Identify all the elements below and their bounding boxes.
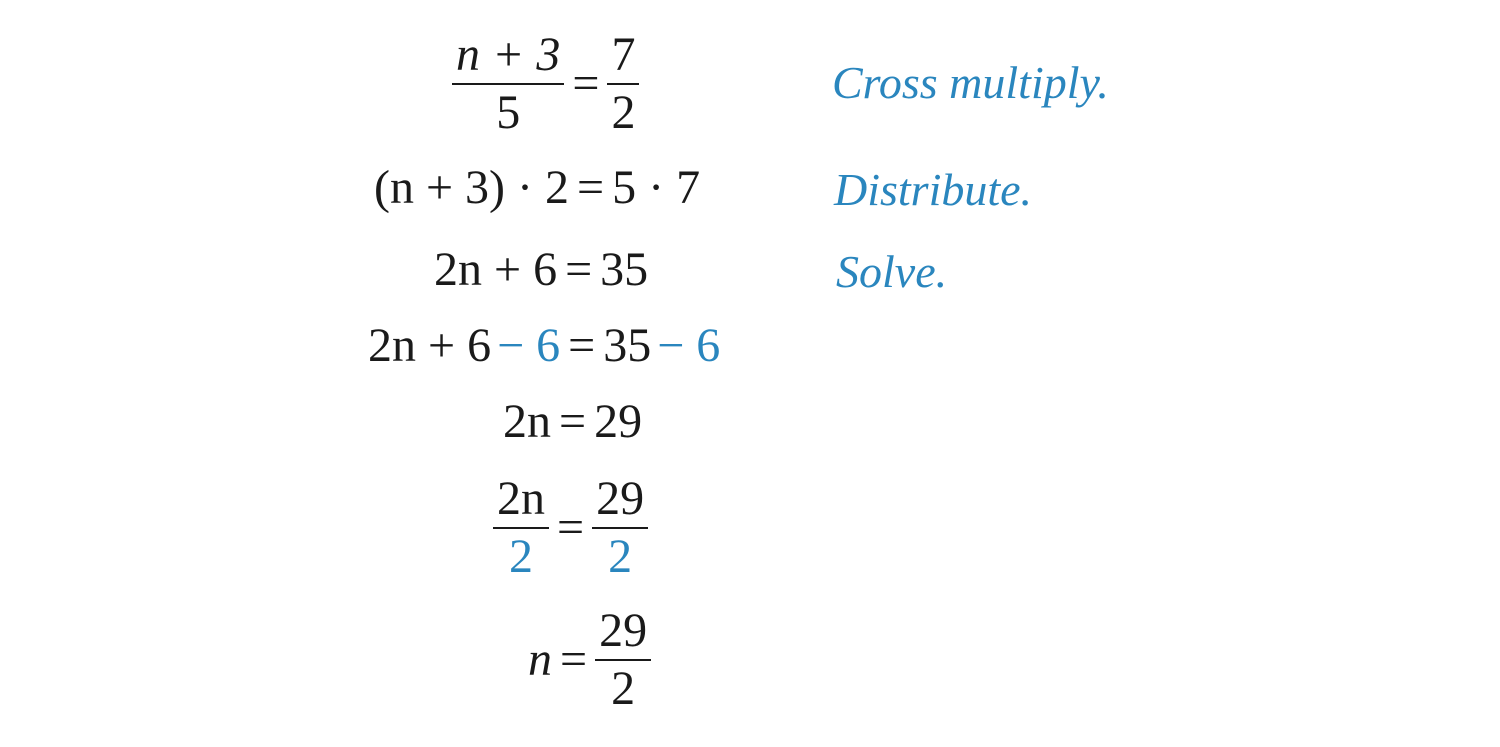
numerator: 29 bbox=[599, 604, 648, 657]
lhs-expression: 2n bbox=[503, 395, 551, 448]
equals-sign: = bbox=[577, 161, 605, 214]
fraction-bar bbox=[452, 83, 564, 85]
fraction-lhs bbox=[493, 474, 549, 583]
equals-sign: = bbox=[572, 57, 600, 111]
step-note-solve: Solve. bbox=[836, 246, 948, 297]
fraction-rhs bbox=[592, 474, 648, 583]
fraction-bar bbox=[607, 83, 639, 85]
subtract-term-rhs: − 6 bbox=[657, 319, 721, 372]
rhs-expression: 35 bbox=[600, 243, 649, 296]
equation-step-7 bbox=[528, 606, 651, 715]
lhs-expression: (n + 3) · 2 bbox=[374, 161, 570, 214]
lhs-expression: n bbox=[528, 633, 552, 687]
equals-sign: = bbox=[568, 319, 596, 372]
equation-step-6 bbox=[493, 474, 648, 583]
equals-sign: = bbox=[559, 395, 587, 448]
equation-step-4 bbox=[368, 319, 721, 372]
fraction-bar bbox=[493, 527, 549, 529]
equation-step-5 bbox=[503, 395, 643, 448]
rhs-expression: 5 · 7 bbox=[612, 161, 701, 214]
equals-sign: = bbox=[557, 501, 585, 555]
equals-sign: = bbox=[560, 633, 588, 687]
denominator: 5 bbox=[496, 86, 521, 140]
denominator: 2 bbox=[611, 662, 636, 716]
denominator: 2 bbox=[611, 86, 636, 140]
equation-step-3 bbox=[434, 243, 649, 296]
denominator: 2 bbox=[608, 530, 633, 584]
fraction-rhs bbox=[595, 606, 651, 715]
denominator: 2 bbox=[509, 530, 533, 584]
numerator: 29 bbox=[596, 472, 645, 525]
fraction-bar bbox=[592, 527, 648, 529]
rhs-expression: 29 bbox=[594, 395, 643, 448]
subtract-term-lhs: − 6 bbox=[497, 319, 561, 372]
fraction-lhs bbox=[452, 30, 564, 139]
lhs-expression: 2n + 6 bbox=[434, 243, 558, 296]
step-note-cross-multiply: Cross multiply. bbox=[832, 57, 1109, 108]
equals-sign: = bbox=[565, 243, 593, 296]
step-note-distribute: Distribute. bbox=[834, 164, 1033, 215]
numerator: 7 bbox=[611, 28, 636, 81]
rhs-expression: 35 bbox=[603, 319, 652, 372]
fraction-bar bbox=[595, 659, 651, 661]
fraction-rhs bbox=[607, 30, 639, 139]
numerator: 2n bbox=[497, 472, 545, 525]
numerator: n + 3 bbox=[456, 28, 561, 81]
lhs-expression: 2n + 6 bbox=[368, 319, 492, 372]
equation-step-1 bbox=[452, 30, 639, 139]
equation-step-2 bbox=[374, 161, 701, 214]
